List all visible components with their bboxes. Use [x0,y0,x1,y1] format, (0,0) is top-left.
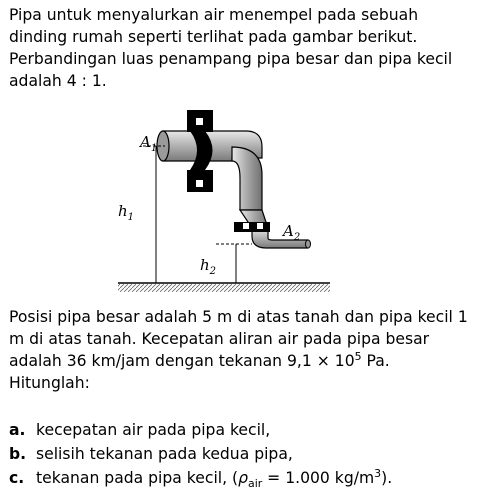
label-A1: $A_1$ [140,133,158,154]
question-item-b [9,442,475,466]
lower-bracket [234,222,270,232]
question-marker: b. [9,445,27,463]
question-item-c [9,466,475,490]
question-marker: a. [9,421,26,439]
intro-paragraph: Pipa untuk menyalurkan air menempel pada sebuah dinding rumah seperti terlihat pada gambar berikut. Perbandingan luas penampang pipa besar dan pipa kecil adalah 4 : 1. [9,6,453,90]
hitunglah-label: Hitunglah: [9,374,90,392]
pressure-exponent: 5 [354,349,362,363]
question-marker: c. [9,469,25,487]
label-h1: $h_1$ [118,202,135,223]
label-A2: $A_2$ [283,222,301,243]
problem-paragraph [9,306,475,394]
label-h2: $h_2$ [200,256,217,277]
question-text: selisih tekanan pada kedua pipa, [36,445,293,463]
question-item-a [9,418,475,442]
ground [118,283,330,292]
h2-dimension [216,244,252,283]
question-text: tekanan pada pipa kecil, ($\rho_{air} = 1.000$ $kg/m^3$). [36,466,393,491]
problem-text: Posisi pipa besar adalah 5 m di atas tanah dan pipa kecil 1 m di atas tanah. Kecepatan aliran air pada pipa besar adalah 36 km/jam dengan tekanan 9,1 × 10 [9,308,468,370]
h1-dimension [143,146,165,283]
question-text: kecepatan air pada pipa kecil, [36,421,271,439]
question-list [9,418,475,490]
problem-unit: Pa. [361,352,390,370]
